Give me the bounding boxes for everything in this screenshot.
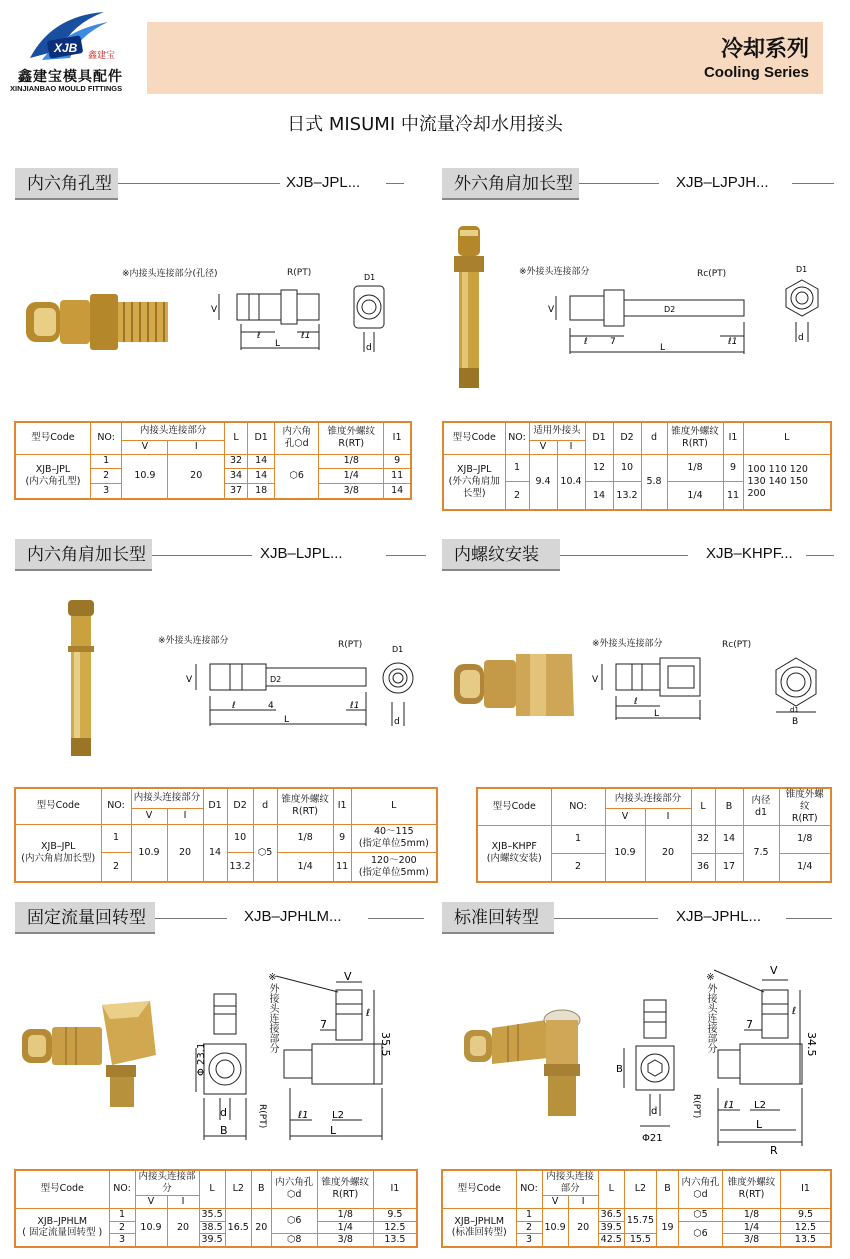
product-photo [20, 995, 160, 1110]
dim-d: d [366, 343, 372, 353]
company-name-cn: 鑫建宝模具配件 [18, 69, 123, 85]
table-cell: 34 [225, 469, 248, 484]
col-header: NO: [505, 422, 529, 454]
spec-table [14, 1169, 418, 1248]
section-title: 固定流量回转型 [15, 902, 155, 934]
table-cell: 10.9 [135, 1208, 167, 1247]
dim-7: 7 [746, 1018, 753, 1031]
dim-v: V [548, 305, 555, 315]
col-header: 内六角孔 ⬡d [271, 1170, 317, 1208]
table-cell: 10.9 [122, 454, 168, 499]
page-title: 日式 MISUMI 中流量冷却水用接头 [287, 114, 563, 135]
dim-4: 4 [268, 701, 274, 711]
series-title-cn: 冷却系列 [720, 37, 809, 62]
dim-b: B [792, 717, 799, 727]
section-code: XJB–LJPL... [260, 545, 343, 562]
technical-drawing [691, 960, 830, 1157]
dim-l: ℓ [232, 701, 236, 711]
table-cell: 1/4 [277, 853, 333, 882]
section-title: 标准回转型 [442, 902, 554, 934]
col-header: 内接头连接部分 [542, 1170, 598, 1195]
table-cell: 36 [691, 853, 715, 882]
spec-table [14, 787, 438, 883]
table-cell: 10 [227, 824, 253, 853]
dim-b: B [220, 1124, 228, 1137]
col-header: V [529, 440, 557, 454]
dim-l: ℓ [792, 1006, 797, 1017]
col-header: V [542, 1195, 568, 1208]
dim-L: L [660, 343, 666, 353]
thread-label: Rc(PT) [697, 269, 727, 279]
dim-d: d [651, 1106, 658, 1117]
technical-drawing [257, 970, 412, 1150]
col-header: V [122, 440, 168, 454]
model-cell: XJB–JPL (内六角肩加长型) [15, 824, 101, 882]
col-header: V [605, 809, 645, 826]
col-header: D1 [248, 422, 275, 454]
table-cell: 2 [101, 853, 131, 882]
section-divider [386, 183, 404, 184]
col-header: NO: [90, 422, 121, 454]
col-header: 内接头连接部分 [131, 788, 203, 808]
col-header: I1 [333, 788, 351, 824]
company-name-en: XINJIANBAO MOULD FITTINGS [10, 84, 123, 93]
col-header: I [645, 809, 691, 826]
section-title: 内螺纹安装 [442, 539, 560, 571]
table-cell: 38.5 [199, 1221, 225, 1234]
table-cell: 36.5 [598, 1208, 624, 1221]
thread-label: Rc(PT) [722, 640, 752, 650]
col-header: L2 [624, 1170, 656, 1208]
end-view-drawing [378, 640, 418, 730]
dim-L: L [654, 709, 660, 719]
side-view-drawing [180, 990, 252, 1150]
table-cell: 2 [551, 853, 605, 882]
col-header: 锥度外螺纹 R(RT) [319, 422, 384, 454]
logo-badge: XJB [54, 41, 78, 55]
product-photo [62, 598, 102, 758]
thread-label: R(PT) [287, 268, 312, 278]
col-header: D2 [613, 422, 641, 454]
drawing-note: ※内接头连接部分(孔径) [122, 269, 218, 279]
dim-d: d [220, 1106, 227, 1119]
table-cell: 1/8 [319, 454, 384, 469]
table-cell: 20 [167, 824, 203, 882]
table-cell: 13.5 [781, 1234, 831, 1247]
table-cell: 1/4 [667, 481, 723, 510]
col-header: I [168, 440, 225, 454]
col-header: 锥度外螺纹 R(RT) [723, 1170, 781, 1208]
section-code: XJB–JPHL... [676, 908, 762, 925]
col-header: 内径 d1 [743, 788, 779, 825]
table-cell: 39.5 [598, 1221, 624, 1234]
table-cell: 42.5 [598, 1234, 624, 1247]
col-header: 型号Code [15, 1170, 109, 1208]
table-cell: ⬡6 [275, 454, 319, 499]
dim-d2: D2 [270, 675, 282, 684]
table-cell: 7.5 [743, 825, 779, 882]
dim-L: L [756, 1118, 763, 1131]
section-divider [386, 555, 426, 556]
col-header: 内接头连接部分 [135, 1170, 199, 1195]
dim-d1: D1 [392, 645, 404, 654]
table-cell: 12.5 [373, 1221, 417, 1234]
col-header: 型号Code [477, 788, 551, 825]
table-cell: ⬡6 [271, 1208, 317, 1234]
model-cell: XJB–JPHLM ( 固定流量回转型 ) [15, 1208, 109, 1247]
dim-l1: ℓ1 [298, 1110, 309, 1121]
table-cell: 10.9 [542, 1208, 568, 1247]
table-cell: 2 [109, 1221, 135, 1234]
table-cell: 35.5 [199, 1208, 225, 1221]
thread-label: R(PT) [338, 640, 363, 650]
table-cell: 16.5 [225, 1208, 251, 1247]
spec-table [441, 1169, 832, 1248]
table-cell: 1/8 [317, 1208, 373, 1221]
spec-table [442, 421, 832, 511]
dim-7: 7 [610, 337, 616, 347]
table-cell: 11 [333, 853, 351, 882]
col-header: D2 [227, 788, 253, 824]
col-header: L [199, 1170, 225, 1208]
dim-l2: L2 [332, 1110, 344, 1121]
section-code: XJB–JPHLM... [244, 908, 342, 925]
table-cell: 9 [333, 824, 351, 853]
col-header: NO: [516, 1170, 542, 1208]
dim-35-5: 35.5 [379, 1032, 392, 1057]
col-header: I [557, 440, 585, 454]
section-divider [118, 183, 280, 184]
table-cell: 32 [691, 825, 715, 853]
dim-d2: D2 [664, 305, 676, 314]
table-cell: 32 [225, 454, 248, 469]
col-header: L [743, 422, 831, 454]
table-cell: 100 110 120 130 140 150 200 [743, 454, 831, 510]
section-divider [560, 555, 688, 556]
end-view-drawing [780, 262, 824, 348]
logo-mark: 鑫建宝 [88, 51, 116, 61]
table-cell: 20 [167, 1208, 199, 1247]
col-header: I [167, 808, 203, 824]
dim-L: L [284, 715, 290, 725]
table-cell: 14 [203, 824, 227, 882]
section-code: XJB–JPL... [286, 174, 361, 191]
dim-34-5: 34.5 [805, 1032, 818, 1057]
drawing-note: ※外接头连接部分 [519, 267, 590, 277]
dim-v: V [592, 675, 599, 685]
table-cell: 40～115 (指定单位5mm) [351, 824, 437, 853]
drawing-note: ※外接头连接部分 [267, 972, 278, 1053]
table-cell: 2 [516, 1221, 542, 1234]
table-cell: 1 [109, 1208, 135, 1221]
col-header: L [691, 788, 715, 825]
table-cell: ⬡5 [253, 824, 277, 882]
table-cell: 17 [715, 853, 743, 882]
table-cell: 9.5 [781, 1208, 831, 1221]
section-title: 内六角肩加长型 [15, 539, 152, 571]
series-banner [147, 22, 823, 94]
col-header: 内接头连接部分 [605, 788, 691, 809]
table-cell: ⬡6 [679, 1221, 723, 1247]
table-cell: 1/4 [317, 1221, 373, 1234]
table-cell: 3 [516, 1234, 542, 1247]
section-code: XJB–LJPJH... [676, 174, 769, 191]
series-title-en: Cooling Series [703, 64, 809, 81]
section-divider [368, 918, 424, 919]
end-view-drawing [768, 640, 824, 730]
dim-d1: D1 [364, 273, 376, 282]
drawing-note: ※外接头连接部分 [592, 639, 663, 649]
table-cell: 15.75 [624, 1208, 656, 1234]
table-cell: 1/8 [779, 825, 831, 853]
table-cell: 39.5 [199, 1234, 225, 1247]
section-divider [786, 918, 832, 919]
dim-l1: ℓ1 [350, 701, 360, 711]
technical-drawing [586, 652, 736, 724]
col-header: I [167, 1195, 199, 1208]
table-cell: 13.2 [613, 481, 641, 510]
col-header: 型号Code [443, 422, 505, 454]
table-cell: 12.5 [781, 1221, 831, 1234]
model-cell: XJB–JPHLM (标准回转型) [442, 1208, 516, 1247]
dim-7: 7 [320, 1018, 327, 1031]
dim-v: V [186, 675, 193, 685]
table-cell: 3/8 [319, 484, 384, 499]
dim-d1: D1 [796, 265, 808, 274]
table-cell: 1/8 [277, 824, 333, 853]
table-cell: 3/8 [723, 1234, 781, 1247]
col-header: I1 [781, 1170, 831, 1208]
table-cell: 20 [645, 825, 691, 882]
table-cell: ⬡5 [679, 1208, 723, 1221]
model-cell: XJB–KHPF (内螺纹安装) [477, 825, 551, 882]
table-cell: 19 [657, 1208, 679, 1247]
col-header: 型号Code [15, 422, 90, 454]
product-photo [444, 222, 494, 392]
table-cell: 18 [248, 484, 275, 499]
end-view-drawing [346, 270, 396, 356]
model-cell: XJB–JPL (外六角肩加 长型) [443, 454, 505, 510]
table-cell: 3 [90, 484, 121, 499]
col-header: L [225, 422, 248, 454]
table-cell: 13.5 [373, 1234, 417, 1247]
col-header: I1 [384, 422, 411, 454]
table-cell: 3 [109, 1234, 135, 1247]
col-header: L [598, 1170, 624, 1208]
dim-d: d [394, 717, 400, 727]
table-cell: 9 [723, 454, 743, 481]
table-cell: 1 [516, 1208, 542, 1221]
col-header: 内接头连接部分 [122, 422, 225, 440]
table-cell: 1/8 [723, 1208, 781, 1221]
table-cell: 1/4 [779, 853, 831, 882]
col-header: 适用外接头 [529, 422, 585, 440]
dim-L: L [330, 1124, 337, 1137]
table-cell: 9 [384, 454, 411, 469]
section-divider [579, 183, 659, 184]
col-header: V [131, 808, 167, 824]
table-cell: 14 [248, 454, 275, 469]
dim-phi: Φ 23.1 [196, 1042, 207, 1076]
model-cell: XJB–JPL (内六角孔型) [15, 454, 90, 499]
col-header: I1 [723, 422, 743, 454]
spec-table [14, 421, 412, 500]
table-cell: 13.2 [227, 853, 253, 882]
col-header: D1 [585, 422, 613, 454]
table-cell: 11 [384, 469, 411, 484]
section-divider [792, 183, 834, 184]
table-cell: 2 [505, 481, 529, 510]
col-header: d [641, 422, 667, 454]
col-header: I1 [373, 1170, 417, 1208]
col-header: D1 [203, 788, 227, 824]
spec-table [476, 787, 832, 883]
dim-L: L [275, 339, 281, 349]
col-header: 锥度外螺纹 R(RT) [667, 422, 723, 454]
dim-l: ℓ [634, 697, 638, 707]
technical-drawing [540, 282, 770, 362]
section-title: 内六角孔型 [15, 168, 118, 200]
col-header: B [657, 1170, 679, 1208]
col-header: 型号Code [442, 1170, 516, 1208]
table-cell: 10.4 [557, 454, 585, 510]
dim-l2: L2 [754, 1100, 766, 1111]
dim-l: ℓ [584, 337, 588, 347]
table-cell: 20 [251, 1208, 271, 1247]
col-header: d [253, 788, 277, 824]
col-header: 内六角孔 ⬡d [679, 1170, 723, 1208]
section-code: XJB–KHPF... [706, 545, 793, 562]
table-cell: 14 [715, 825, 743, 853]
col-header: B [715, 788, 743, 825]
section-divider [806, 555, 834, 556]
col-header: L2 [225, 1170, 251, 1208]
section-divider [152, 555, 252, 556]
product-photo [452, 650, 577, 720]
product-photo [462, 998, 587, 1123]
dim-l1: ℓ1 [724, 1100, 735, 1111]
dim-b: B [616, 1064, 623, 1075]
table-cell: 14 [384, 484, 411, 499]
col-header: 内六角 孔⬡d [275, 422, 319, 454]
table-cell: 9.4 [529, 454, 557, 510]
col-header: NO: [101, 788, 131, 824]
section-divider [554, 918, 658, 919]
table-cell: 2 [90, 469, 121, 484]
dim-phi21: Φ21 [642, 1133, 663, 1144]
thread-label: R(PT) [257, 1104, 267, 1129]
col-header: B [251, 1170, 271, 1208]
table-cell: 1/4 [723, 1221, 781, 1234]
table-cell: 3/8 [317, 1234, 373, 1247]
side-view-drawing [610, 996, 696, 1146]
dim-r: R [770, 1144, 778, 1157]
thread-label: R(PT) [691, 1094, 701, 1119]
table-cell: 1/8 [667, 454, 723, 481]
section-divider [155, 918, 227, 919]
col-header: V [135, 1195, 167, 1208]
table-cell: 5.8 [641, 454, 667, 510]
dim-v: V [770, 964, 778, 977]
product-photo [24, 288, 174, 358]
table-cell: 1/4 [319, 469, 384, 484]
table-cell: 20 [168, 454, 225, 499]
table-cell: 20 [568, 1208, 598, 1247]
col-header: 锥度外螺纹 R(RT) [779, 788, 831, 825]
drawing-note: ※外接头连接部分 [158, 636, 229, 646]
dim-v: V [211, 305, 218, 315]
col-header: NO: [109, 1170, 135, 1208]
table-cell: 15.5 [624, 1234, 656, 1247]
col-header: NO: [551, 788, 605, 825]
col-header: L [351, 788, 437, 824]
col-header: I [568, 1195, 598, 1208]
table-cell: 10.9 [131, 824, 167, 882]
table-cell: 9.5 [373, 1208, 417, 1221]
table-cell: 11 [723, 481, 743, 510]
table-cell: 1 [505, 454, 529, 481]
table-cell: 14 [585, 481, 613, 510]
table-cell: 10 [613, 454, 641, 481]
table-cell: 1 [101, 824, 131, 853]
dim-d: d [798, 333, 804, 343]
dim-d1: d1 [790, 706, 799, 714]
dim-v: V [344, 970, 352, 983]
table-cell: 1 [90, 454, 121, 469]
section-title: 外六角肩加长型 [442, 168, 579, 200]
dim-l: ℓ [366, 1008, 371, 1019]
dim-l: ℓ [257, 331, 261, 341]
table-cell: 37 [225, 484, 248, 499]
col-header: 锥度外螺纹 R(RT) [317, 1170, 373, 1208]
technical-drawing [180, 652, 380, 732]
table-cell: 14 [248, 469, 275, 484]
dim-l1: ℓ1 [301, 331, 311, 341]
table-cell: 12 [585, 454, 613, 481]
dim-l1: ℓ1 [728, 337, 738, 347]
col-header: 锥度外螺纹 R(RT) [277, 788, 333, 824]
table-cell: ⬡8 [271, 1234, 317, 1247]
table-cell: 10.9 [605, 825, 645, 882]
table-cell: 120～200 (指定单位5mm) [351, 853, 437, 882]
col-header: 型号Code [15, 788, 101, 824]
drawing-note: ※外接头连接部分 [705, 972, 716, 1053]
table-cell: 1 [551, 825, 605, 853]
